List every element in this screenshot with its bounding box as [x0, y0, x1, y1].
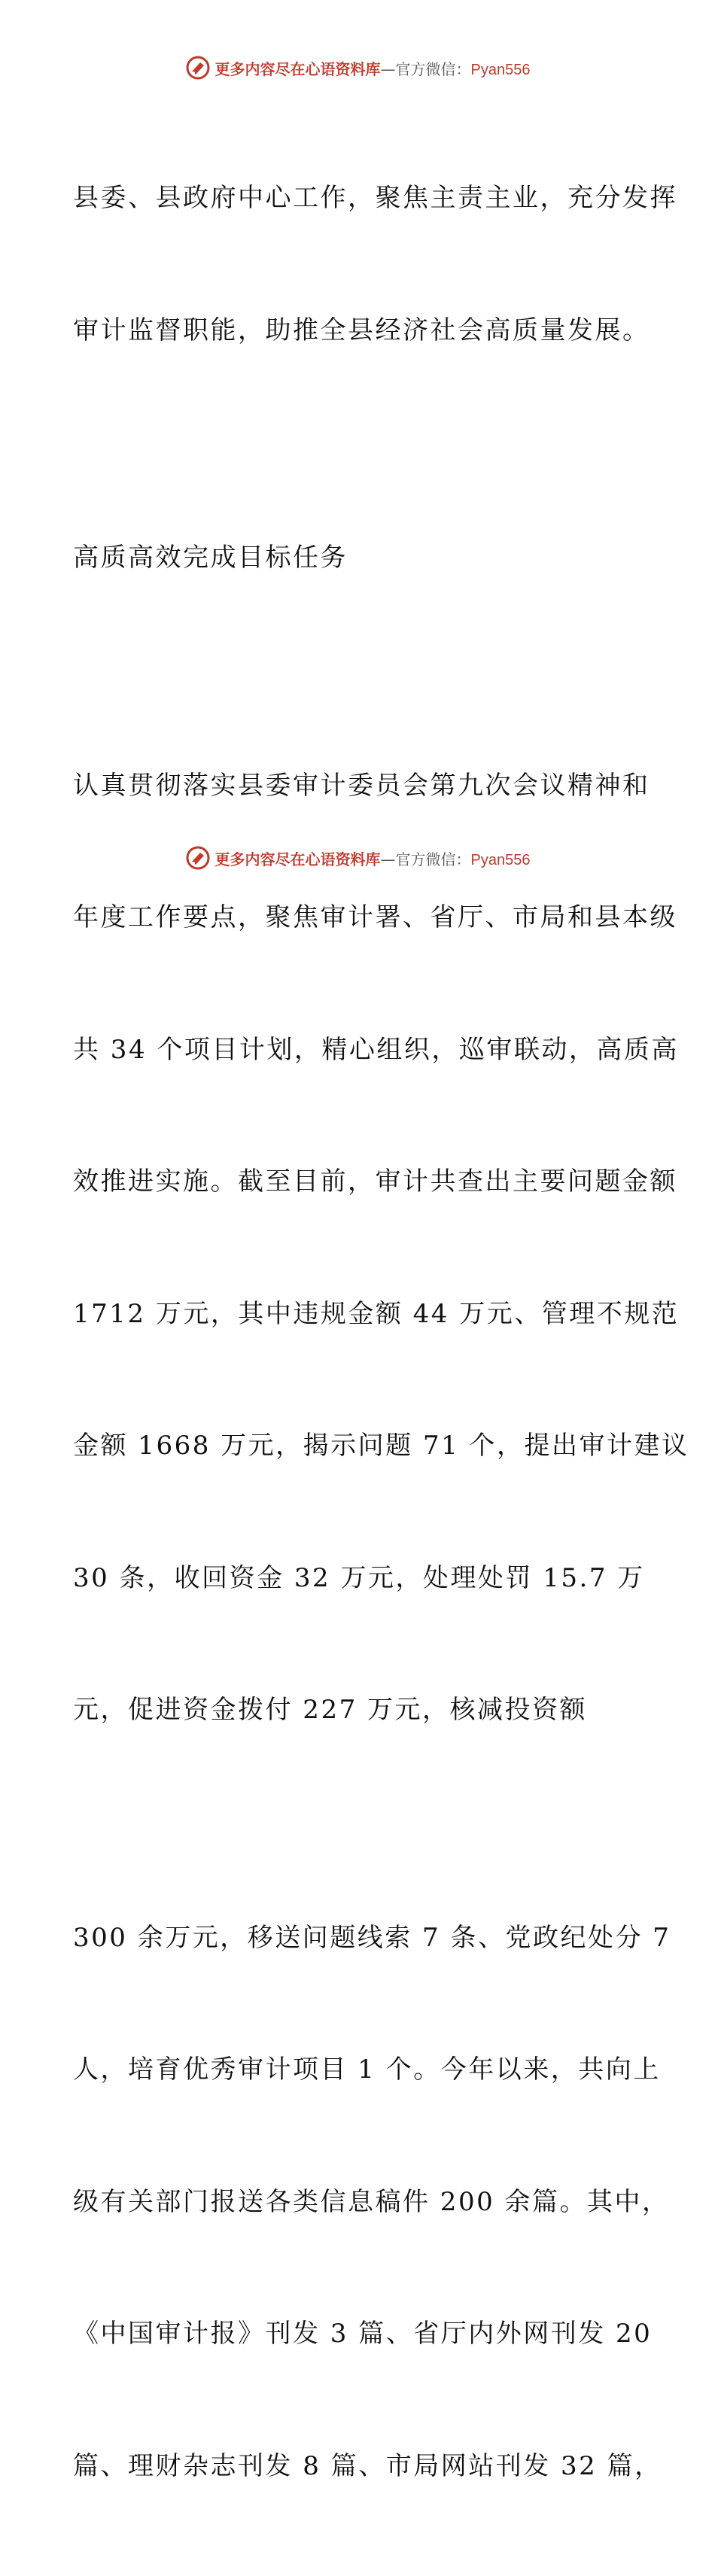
watermark-contact: 官方微信：: [396, 60, 471, 78]
heading-line: 高质高效完成目标任务: [73, 536, 645, 580]
text-line: 认真贯彻落实县委审计委员会第九次会议精神和: [73, 764, 645, 808]
text-line: 1712 万元，其中违规金额 44 万元、管理不规范: [73, 1292, 645, 1337]
text-line: 300 余万元，移送问题线索 7 条、党政纪处分 7: [73, 1916, 645, 1960]
watermark-id: Pyan556: [471, 62, 531, 78]
text-line: 《中国审计报》刊发 3 篇、省厅内外网刊发 20: [73, 2312, 645, 2356]
text-line: 县委、县政府中心工作，聚焦主责主业，充分发挥: [73, 176, 645, 220]
brand-logo-icon: [185, 55, 211, 81]
text-line: 元，促进资金拨付 227 万元，核减投资额: [73, 1688, 645, 1732]
header-watermark: [0, 53, 715, 83]
text-line: 共 34 个项目计划，精心组织，巡审联动，高质高: [73, 1028, 645, 1072]
watermark-dash: —: [381, 850, 396, 868]
watermark-contact: 官方微信：: [396, 850, 471, 868]
watermark-id: Pyan556: [471, 852, 531, 868]
text-line: 效推进实施。截至目前，审计共查出主要问题金额: [73, 1160, 645, 1204]
watermark-dash: —: [381, 60, 396, 78]
text-line: 审计监督职能，助推全县经济社会高质量发展。: [73, 309, 645, 353]
text-line: 人，培育优秀审计项目 1 个。今年以来，共向上: [73, 2048, 645, 2092]
footer-watermark: [0, 843, 715, 873]
brand-logo-icon: [185, 845, 211, 871]
text-line: 金额 1668 万元，揭示问题 71 个，提出审计建议: [73, 1424, 645, 1468]
watermark-text: [215, 57, 531, 79]
watermark-brand: 更多内容尽在心语资料库: [215, 850, 381, 868]
section-heading: [73, 448, 645, 668]
document-body: [73, 88, 645, 2576]
text-line: 级有关部门报送各类信息稿件 200 余篇。其中，: [73, 2180, 645, 2225]
paragraph-1: [73, 88, 645, 440]
text-line: 年度工作要点，聚焦审计署、省厅、市局和县本级: [73, 896, 645, 940]
text-line: 30 条，收回资金 32 万元，处理处罚 15.7 万: [73, 1556, 645, 1601]
watermark-text: [215, 847, 531, 869]
paragraph-3: [73, 1828, 645, 2576]
text-line: 篇、理财杂志刊发 8 篇、市局网站刊发 32 篇，: [73, 2444, 645, 2489]
watermark-brand: 更多内容尽在心语资料库: [215, 60, 381, 78]
